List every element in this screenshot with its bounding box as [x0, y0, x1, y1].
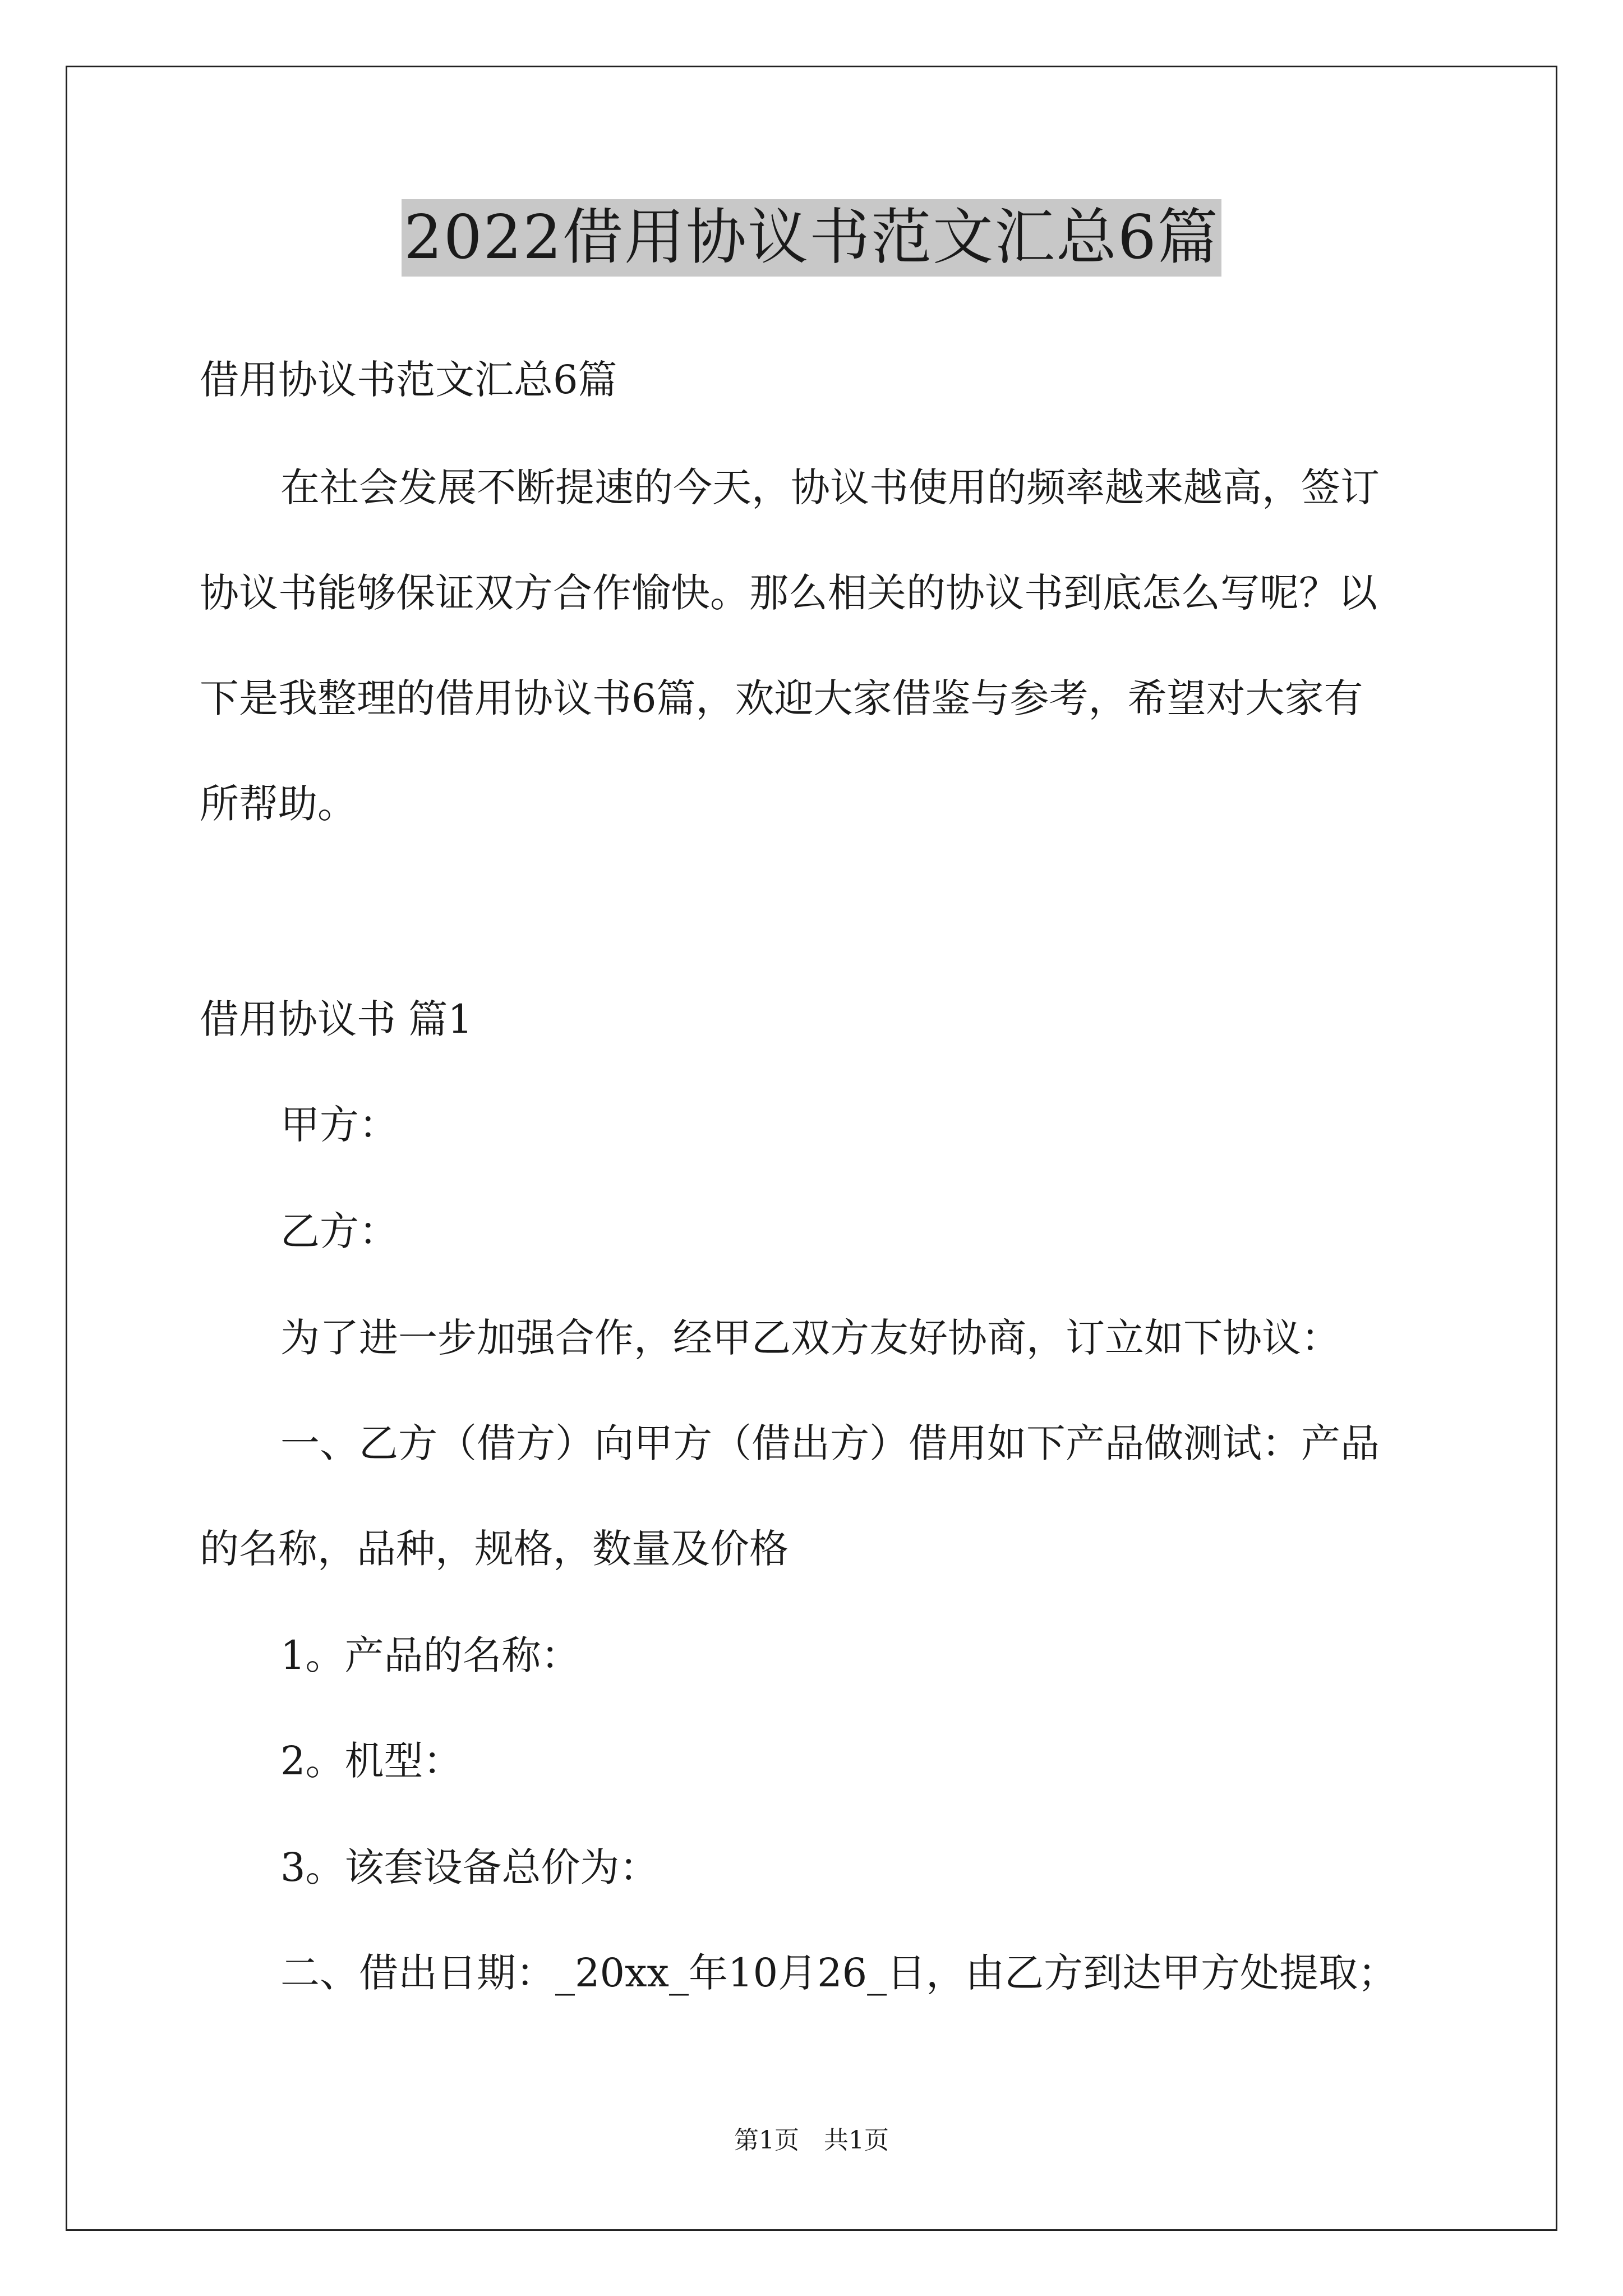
subtitle-line: 借用协议书范文汇总6篇 — [200, 357, 617, 403]
body-line: 下是我整理的借用协议书6篇，欢迎大家借鉴与参考，希望对大家有 — [200, 675, 1363, 721]
clause-line: 的名称，品种，规格，数量及价格 — [200, 1526, 789, 1572]
list-item: 1。产品的名称： — [280, 1632, 580, 1678]
list-item: 3。该套设备总价为： — [280, 1844, 659, 1890]
title-container — [0, 199, 1623, 277]
page-footer: 第1页 共1页 — [734, 2126, 889, 2155]
section-heading: 借用协议书 篇1 — [200, 996, 473, 1042]
clause-line: 一、乙方（借方）向甲方（借出方）借用如下产品做测试：产品 — [280, 1420, 1380, 1466]
list-item: 2。机型： — [280, 1738, 463, 1784]
body-line: 协议书能够保证双方合作愉快。那么相关的协议书到底怎么写呢？以 — [200, 570, 1377, 616]
document-title: 2022借用协议书范文汇总6篇 — [402, 199, 1221, 277]
clause-line: 二、借出日期：_20xx_年10月26_日，由乙方到达甲方处提取； — [280, 1950, 1398, 1996]
body-line: 所帮助。 — [200, 781, 357, 827]
body-line: 为了进一步加强合作，经甲乙双方友好协商，订立如下协议： — [280, 1315, 1340, 1361]
party-b-line: 乙方： — [280, 1208, 398, 1254]
body-line: 在社会发展不断提速的今天，协议书使用的频率越来越高，签订 — [280, 464, 1380, 510]
party-a-line: 甲方： — [280, 1102, 398, 1148]
